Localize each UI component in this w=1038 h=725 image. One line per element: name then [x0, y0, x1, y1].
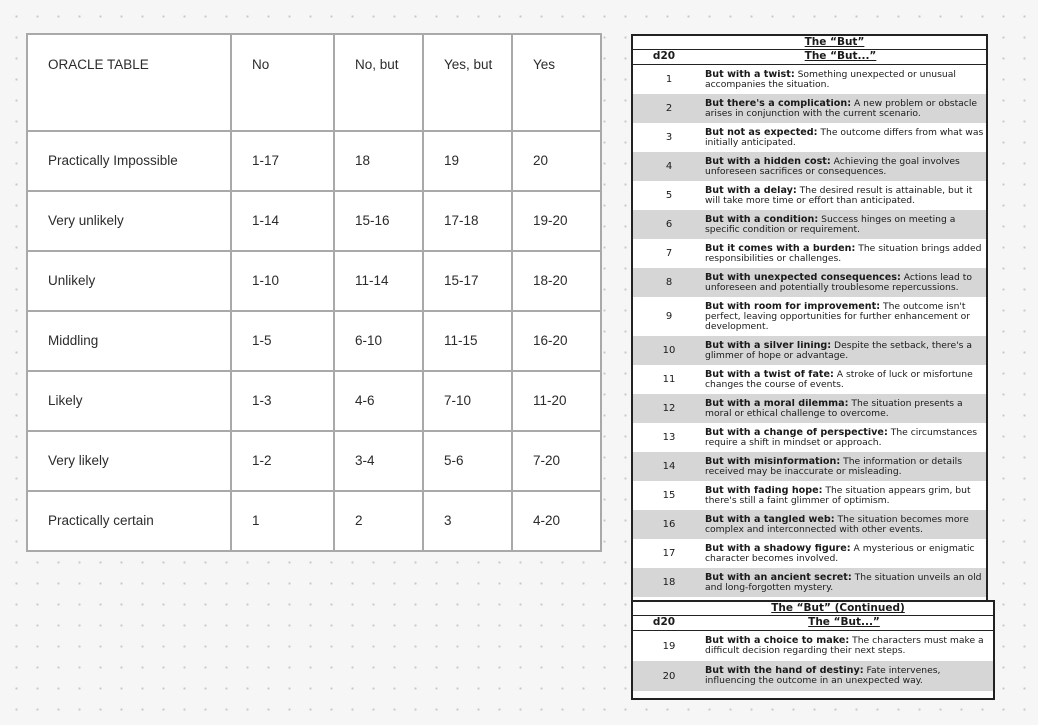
but-row-text [705, 302, 986, 332]
but-row-number: 5 [665, 190, 673, 201]
but-row-lead: But with a twist: [705, 69, 795, 80]
but-row-text [705, 157, 986, 177]
oracle-row [27, 131, 601, 191]
but-table-result-header: The “But...” [804, 50, 877, 62]
but-row [633, 631, 993, 661]
oracle-cell-no: 1-3 [231, 371, 334, 431]
but-row-text [705, 244, 986, 264]
oracle-cell-no: 1-14 [231, 191, 334, 251]
but-row-text [705, 486, 986, 506]
oracle-cell-yes: 7-20 [512, 431, 601, 491]
but-row-lead: But with unexpected consequences: [705, 272, 901, 283]
oracle-header-no: No [231, 34, 334, 131]
oracle-cell-yes: 18-20 [512, 251, 601, 311]
oracle-cell-yes-but: 7-10 [423, 371, 512, 431]
but-row-number: 19 [662, 640, 676, 652]
oracle-cell-label: Unlikely [27, 251, 231, 311]
but-row-number: 11 [662, 374, 676, 385]
but-row-number: 13 [662, 432, 676, 443]
but-row [633, 510, 986, 539]
but-row-description: A stroke of luck or misfortune changes the course of events. [705, 369, 973, 390]
but-row [633, 452, 986, 481]
but-row-description: The characters must make a difficult decision regarding their next steps. [705, 636, 984, 656]
but-row-description: The situation unveils an old and long-forgotten mystery. [705, 572, 982, 593]
but-row-lead: But with a change of perspective: [705, 427, 888, 438]
but-row-number: 18 [662, 577, 676, 588]
but-row-description: The outcome differs from what was initially anticipated. [705, 127, 984, 148]
oracle-cell-yes: 16-20 [512, 311, 601, 371]
but-row-description: The situation presents a moral or ethical challenge to overcome. [705, 398, 963, 419]
but-row-number: 14 [662, 461, 676, 472]
oracle-cell-no-but: 3-4 [334, 431, 423, 491]
but-row-description: Actions lead to unforeseen and potentially troublesome repercussions. [705, 272, 973, 293]
oracle-cell-no: 1-5 [231, 311, 334, 371]
oracle-cell-yes-but: 17-18 [423, 191, 512, 251]
oracle-cell-label: Practically certain [27, 491, 231, 551]
but-row [633, 239, 986, 268]
but-table-column-header [633, 49, 986, 65]
but-row-number: 9 [665, 311, 673, 322]
but-row-number: 17 [662, 548, 676, 559]
oracle-header-title: ORACLE TABLE [27, 34, 231, 131]
but-table-die-header: d20 [652, 50, 676, 62]
but-row-lead: But with a tangled web: [705, 514, 835, 525]
oracle-row [27, 371, 601, 431]
but-row-number: 20 [662, 670, 676, 682]
oracle-cell-yes-but: 15-17 [423, 251, 512, 311]
oracle-cell-no: 1-2 [231, 431, 334, 491]
oracle-cell-label: Middling [27, 311, 231, 371]
but-row-description: A new problem or obstacle arises in conjunction with the current scenario. [705, 98, 978, 119]
but-row-description: A mysterious or enigmatic character becomes involved. [705, 543, 975, 564]
oracle-row [27, 311, 601, 371]
but-row-lead: But with a condition: [705, 214, 819, 225]
oracle-header-no-but: No, but [334, 34, 423, 131]
but-row [633, 94, 986, 123]
oracle-cell-no-but: 4-6 [334, 371, 423, 431]
but-row-number: 15 [662, 490, 676, 501]
but-row [633, 297, 986, 336]
but-table-title: The “But” [804, 36, 865, 48]
oracle-cell-no-but: 6-10 [334, 311, 423, 371]
but-row-description: Success hinges on meeting a specific condition or requirement. [705, 214, 956, 235]
but-row [633, 481, 986, 510]
but-row-text [705, 544, 986, 564]
but-table-rows [633, 65, 986, 597]
but-row-description: Fate intervenes, influencing the outcome in an unexpected way. [705, 666, 941, 686]
oracle-cell-label: Very unlikely [27, 191, 231, 251]
oracle-cell-yes-but: 11-15 [423, 311, 512, 371]
oracle-cell-no: 1-10 [231, 251, 334, 311]
but-row-number: 12 [662, 403, 676, 414]
oracle-cell-yes-but: 19 [423, 131, 512, 191]
but-row-lead: But with room for improvement: [705, 301, 881, 312]
oracle-row [27, 251, 601, 311]
oracle-row [27, 431, 601, 491]
but-row-description: The desired result is attainable, but it will take more time or effort than anticipated. [705, 185, 973, 206]
but-table-continued [631, 600, 995, 700]
but-row [633, 423, 986, 452]
but-row-lead: But with a moral dilemma: [705, 398, 849, 409]
oracle-header-yes: Yes [512, 34, 601, 131]
but-row-description: The situation brings added responsibilities or challenges. [705, 243, 982, 264]
but-row-description: The situation appears grim, but there's still a faint glimmer of optimism. [705, 485, 971, 506]
but-row-text [705, 666, 993, 686]
but-row-text [705, 99, 986, 119]
oracle-cell-yes: 19-20 [512, 191, 601, 251]
but-row-number: 7 [665, 248, 673, 259]
but-row-lead: But not as expected: [705, 127, 818, 138]
but-row-text [705, 457, 986, 477]
but-row-lead: But with an ancient secret: [705, 572, 852, 583]
but-row-description: The information or details received may be inaccurate or misleading. [705, 456, 963, 477]
but-row-description: Achieving the goal involves unforeseen sacrifices or consequences. [705, 156, 960, 177]
but-row-text [705, 399, 986, 419]
oracle-cell-yes-but: 3 [423, 491, 512, 551]
oracle-cell-yes-but: 5-6 [423, 431, 512, 491]
but-row-lead: But with the hand of destiny: [705, 666, 864, 676]
but-row-lead: But with fading hope: [705, 485, 823, 496]
oracle-table [26, 33, 602, 552]
but-row-lead: But with a silver lining: [705, 340, 832, 351]
but-row [633, 394, 986, 423]
but-row-description: The situation becomes more complex and interconnected with other events. [705, 514, 969, 535]
but-row [633, 210, 986, 239]
but-row [633, 123, 986, 152]
but-table-continued-title: The “But” (Continued) [771, 602, 905, 614]
oracle-header-yes-but: Yes, but [423, 34, 512, 131]
but-row-lead: But with a delay: [705, 185, 797, 196]
but-row [633, 568, 986, 597]
but-row-lead: But with a hidden cost: [705, 156, 831, 167]
but-row [633, 181, 986, 210]
but-row-number: 16 [662, 519, 676, 530]
but-row-description: Something unexpected or unusual accompanies the situation. [705, 69, 956, 90]
but-row [633, 336, 986, 365]
but-row-text [705, 186, 986, 206]
oracle-cell-no: 1-17 [231, 131, 334, 191]
oracle-cell-no-but: 18 [334, 131, 423, 191]
oracle-cell-label: Likely [27, 371, 231, 431]
oracle-cell-label: Practically Impossible [27, 131, 231, 191]
oracle-cell-no: 1 [231, 491, 334, 551]
but-row-text [705, 428, 986, 448]
but-row [633, 365, 986, 394]
but-row-lead: But with a choice to make: [705, 636, 850, 646]
but-row-description: The outcome isn't perfect, leaving opportunities for further enhancement or development. [705, 301, 971, 332]
oracle-header-row [27, 34, 601, 131]
oracle-cell-yes: 11-20 [512, 371, 601, 431]
but-table-continued-die-header: d20 [652, 616, 676, 628]
but-row-text [705, 636, 993, 656]
but-row-text [705, 515, 986, 535]
but-row-number: 1 [665, 74, 673, 85]
but-row-lead: But it comes with a burden: [705, 243, 856, 254]
but-row-description: The circumstances require a shift in mindset or approach. [705, 427, 978, 448]
but-row [633, 152, 986, 181]
oracle-cell-no-but: 2 [334, 491, 423, 551]
but-row-text [705, 128, 986, 148]
oracle-cell-label: Very likely [27, 431, 231, 491]
but-row-text [705, 215, 986, 235]
but-row-text [705, 370, 986, 390]
but-row-number: 10 [662, 345, 676, 356]
oracle-cell-no-but: 11-14 [334, 251, 423, 311]
but-row [633, 661, 993, 691]
but-row-number: 6 [665, 219, 673, 230]
but-row [633, 268, 986, 297]
but-row-text [705, 70, 986, 90]
but-row-text [705, 273, 986, 293]
but-row-number: 2 [665, 103, 673, 114]
but-row-text [705, 341, 986, 361]
but-row-lead: But there's a complication: [705, 98, 852, 109]
but-table-continued-column-header [633, 615, 993, 631]
but-row-text [705, 573, 986, 593]
oracle-cell-yes: 4-20 [512, 491, 601, 551]
but-row-number: 4 [665, 161, 673, 172]
oracle-row [27, 191, 601, 251]
but-table-continued-result-header: The “But...” [808, 616, 880, 628]
oracle-cell-yes: 20 [512, 131, 601, 191]
but-row [633, 65, 986, 94]
but-row-number: 8 [665, 277, 673, 288]
but-table-continued-rows [633, 631, 993, 691]
but-row-lead: But with misinformation: [705, 456, 841, 467]
oracle-row [27, 491, 601, 551]
but-row-number: 3 [665, 132, 673, 143]
oracle-cell-no-but: 15-16 [334, 191, 423, 251]
but-row-lead: But with a twist of fate: [705, 369, 834, 380]
but-row-lead: But with a shadowy figure: [705, 543, 851, 554]
but-row-description: Despite the setback, there's a glimmer of hope or advantage. [705, 340, 973, 361]
but-table [631, 34, 988, 600]
but-row [633, 539, 986, 568]
